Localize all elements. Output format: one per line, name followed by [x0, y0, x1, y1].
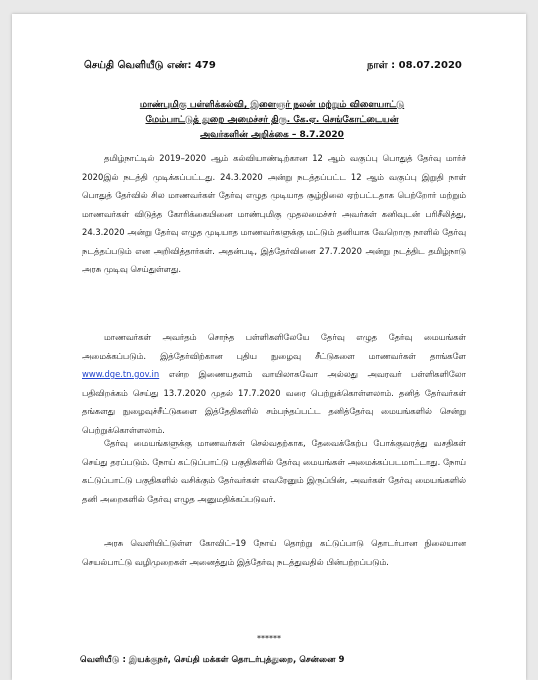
document-page — [12, 14, 526, 680]
title-line-1: மாண்புமிகு பள்ளிக்கல்வி, இளைஞர் நலன் மற்றும் விளையாட்டு — [139, 100, 405, 110]
paragraph-hall-ticket — [82, 328, 466, 439]
title-line-2: மேம்பாட்டுத் துறை அமைச்சர் திரு. கே.ஏ. செங்கோட்டையன் — [145, 115, 399, 125]
paragraph-transport-centres: தேர்வு மையங்களுக்கு மாணவர்கள் செல்வதற்காக, தேவைக்கேற்ப போக்குவரத்து வசதிகள் செய்து தரப்படும். நோய் கட்டுப்பாட்டு பகுதிகளில் தேர்வு மையங்கள் அமைக்கப்படமாட்டாது. நோய் கட்டுப்பாட்டு பகுதிகளில் வசிக்கும் தேர்வர்கள் எவரேனும் இருப்பின், அவர்கள் தேர்வு மையங்களில் தனி அறைகளில் தேர்வு எழுத அனுமதிக்கப்படுவர். — [82, 438, 466, 504]
paragraph-covid-guidelines: அரசு வெளியிட்டுள்ள கோவிட்–19 நோய் தொற்று கட்டுப்பாடு தொடர்பான நிலையான செயல்பாட்டு வழிமுறைகள் அனைத்தும் இத்தேர்வு நடத்துவதில் பின்பற்றப்படும். — [82, 538, 466, 567]
document-title — [72, 98, 472, 143]
title-line-3: அவர்களின் அறிக்கை – 8.7.2020 — [200, 130, 344, 140]
release-number: செய்தி வெளியீடு எண்: 479 — [84, 60, 216, 71]
dge-website-link[interactable]: www.dge.tn.gov.in — [82, 369, 160, 379]
paragraph-hall-ticket-text-2: என்ற இணையதளம் வாயிலாகவோ அல்லது அவரவர் பள்ளிகளிலோ பதிவிறக்கம் செய்து 13.7.2020 முதல் 17.7.2020 வரை பெற்றுக்கொள்ளலாம். தனித் தேர்வர்கள் தங்களது நுழைவுச்சீட்டுகளை இத்தேதிகளில் சம்பந்தப்பட்ட தனித்தேர்வு மையங்களில் சென்று பெற்றுக்கொள்ளலாம். — [82, 369, 466, 435]
paragraph-exam-announcement: தமிழ்நாட்டில் 2019–2020 ஆம் கல்வியாண்டிற்கான 12 ஆம் வகுப்பு பொதுத் தேர்வு மார்ச் 2020இல் நடத்தி முடிக்கப்பட்டது. 24.3.2020 அன்று நடத்தப்பட்ட 12 ஆம் வகுப்பு இறுதி நாள் பொதுத் தேர்வில் சில மாணவர்கள் தேர்வு எழுத முடியாத சூழ்நிலை ஏற்பட்டதாக பெற்றோர் மற்றும் மாணவர்கள் விடுத்த கோரிக்கையினை மாண்புமிகு முதலமைச்சர் அவர்கள் கனிவுடன் பரிசீலித்து, 24.3.2020 அன்று தேர்வு எழுத முடியாத மாணவர்களுக்கு மட்டும் தனியாக வேறொரு நாளில் தேர்வு நடத்தப்படும் என அறிவித்தார்கள். அதன்படி, இத்தேர்வினை 27.7.2020 அன்று நடத்திட தமிழ்நாடு அரசு முடிவு செய்துள்ளது. — [82, 153, 466, 274]
footer-issuer: வெளியீடு : இயக்குநர், செய்தி மக்கள் தொடர்புத்துறை, சென்னை 9 — [80, 655, 345, 665]
separator: ****** — [257, 634, 281, 643]
release-date: நாள் : 08.07.2020 — [367, 60, 462, 71]
paragraph-hall-ticket-text-1: மாணவர்கள் அவர்தம் சொந்த பள்ளிகளிலேயே தேர்வு எழுத தேர்வு மையங்கள் அமைக்கப்படும். இத்தேர்விற்கான புதிய நுழைவு சீட்டுகளை மாணவர்கள் தாங்களே — [82, 332, 466, 361]
